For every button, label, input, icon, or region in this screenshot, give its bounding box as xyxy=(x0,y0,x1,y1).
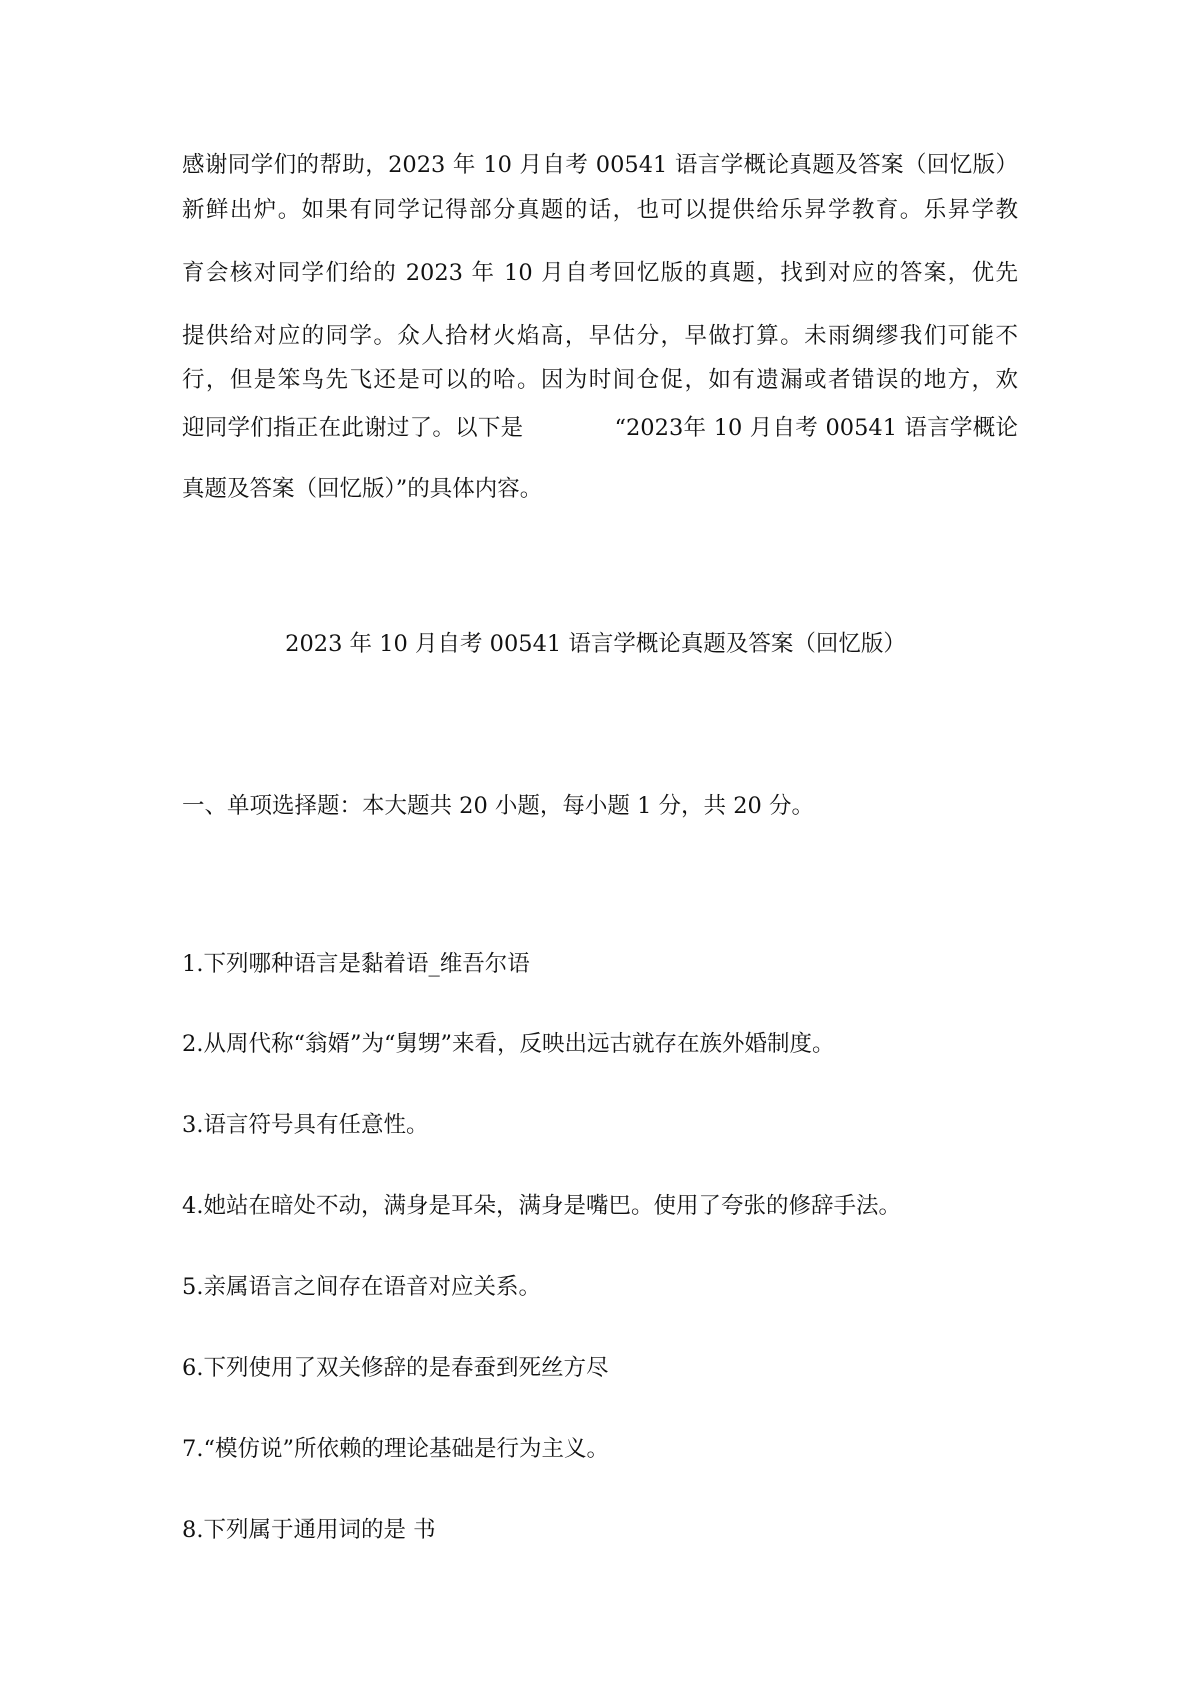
intro-line-4: 提供给对应的同学。众人拾材火焰高，早估分，早做打算。未雨绸缪我们可能不 xyxy=(182,323,1018,349)
intro-line-5: 行，但是笨鸟先飞还是可以的哈。因为时间仓促，如有遗漏或者错误的地方，欢 xyxy=(182,367,1018,393)
question-3: 3.语言符号具有任意性。 xyxy=(182,1112,429,1138)
question-1: 1.下列哪种语言是黏着语_维吾尔语 xyxy=(182,951,530,977)
question-7: 7.“模仿说”所依赖的理论基础是行为主义。 xyxy=(182,1436,609,1462)
intro-line-3: 育会核对同学们给的 2023 年 10 月自考回忆版的真题，找到对应的答案，优先 xyxy=(182,260,1018,286)
question-2: 2.从周代称“翁婿”为“舅甥”来看，反映出远古就存在族外婚制度。 xyxy=(182,1031,835,1057)
intro-line-7: 真题及答案（回忆版）”的具体内容。 xyxy=(182,476,543,502)
section-heading: 一、单项选择题：本大题共 20 小题，每小题 1 分，共 20 分。 xyxy=(182,793,814,819)
intro-line-1: 感谢同学们的帮助，2023 年 10 月自考 00541 语言学概论真题及答案（回忆版） xyxy=(182,152,1018,178)
question-5: 5.亲属语言之间存在语音对应关系。 xyxy=(182,1274,541,1300)
question-4: 4.她站在暗处不动，满身是耳朵，满身是嘴巴。使用了夸张的修辞手法。 xyxy=(182,1193,901,1219)
question-8: 8.下列属于通用词的是 书 xyxy=(182,1517,436,1543)
question-6: 6.下列使用了双关修辞的是春蚕到死丝方尽 xyxy=(182,1355,609,1381)
intro-line-6: 迎同学们指正在此谢过了。以下是 “2023年 10 月自考 00541 语言学概论 xyxy=(182,415,1018,441)
intro-line-2: 新鲜出炉。如果有同学记得部分真题的话，也可以提供给乐昇学教育。乐昇学教 xyxy=(182,197,1018,223)
document-title: 2023 年 10 月自考 00541 语言学概论真题及答案（回忆版） xyxy=(285,631,906,657)
